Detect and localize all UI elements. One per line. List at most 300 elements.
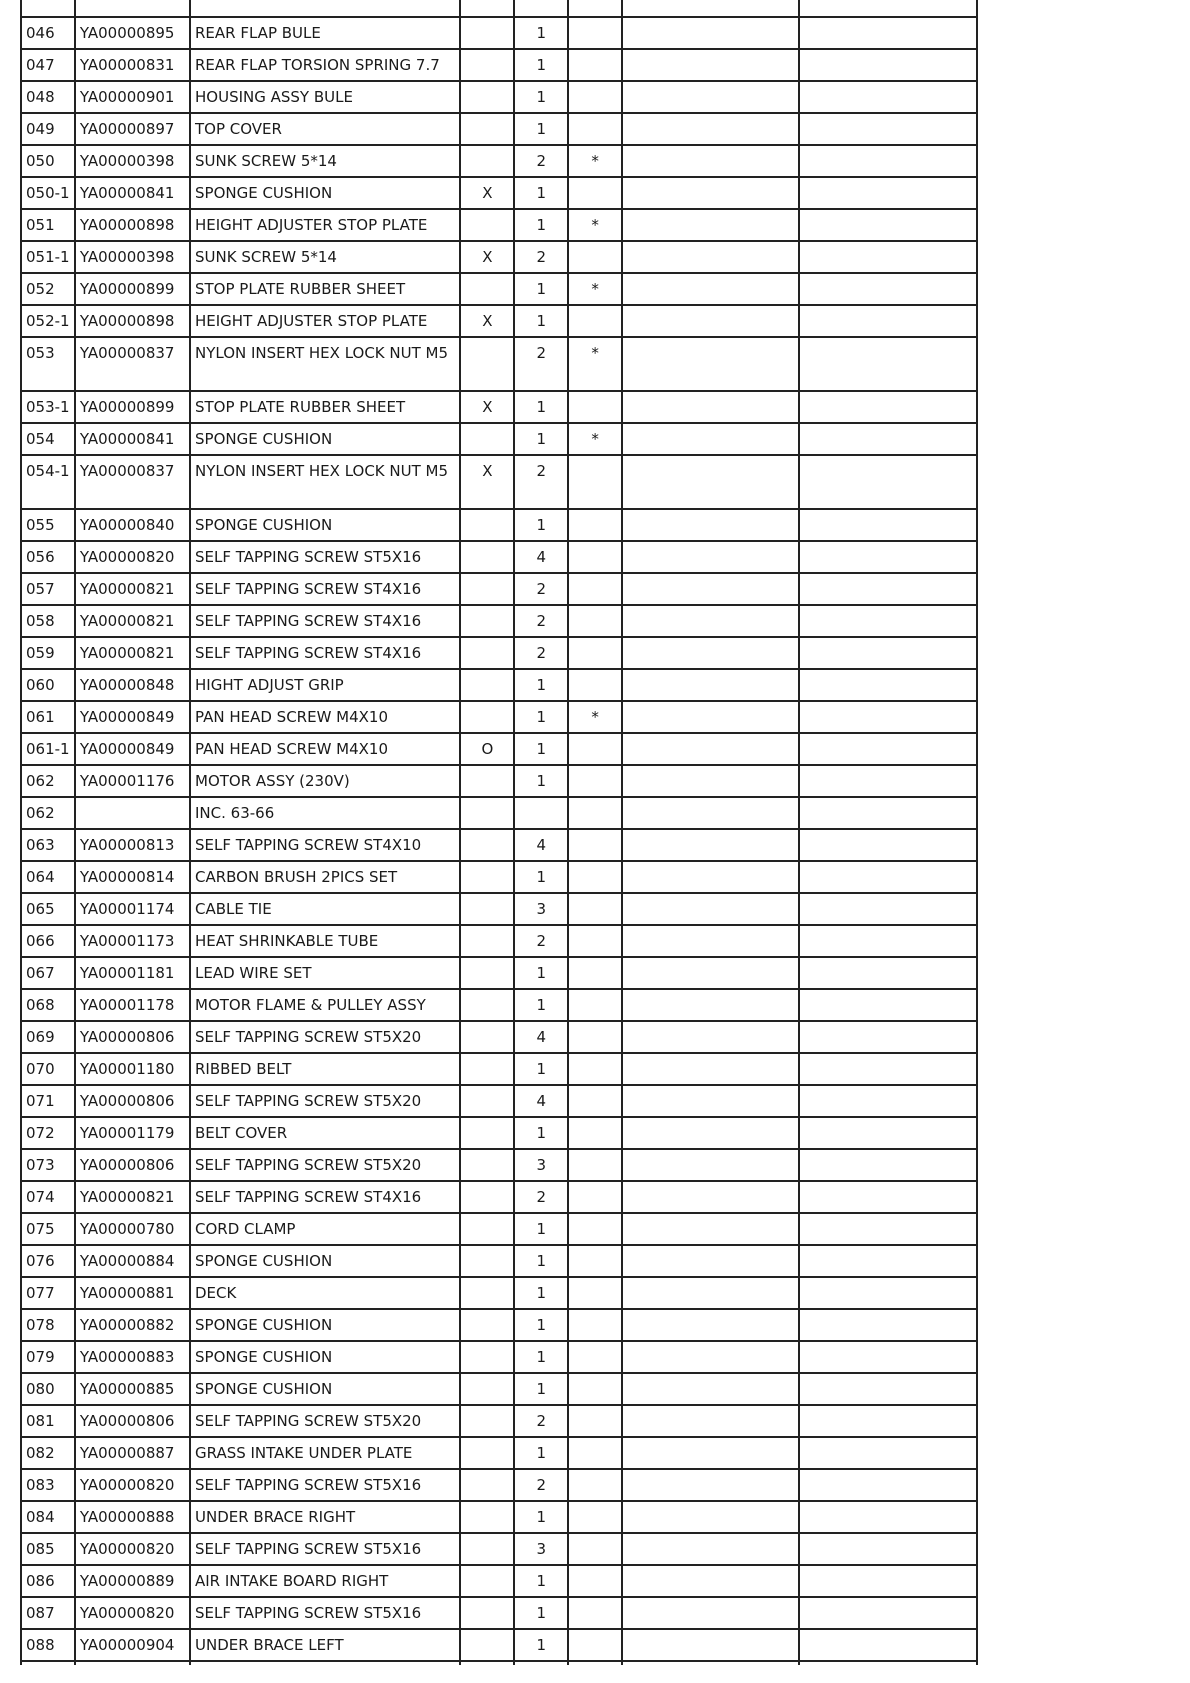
description-cell: SPONGE CUSHION [190, 509, 460, 541]
description-cell: SPONGE CUSHION [190, 1341, 460, 1373]
star-cell [568, 861, 622, 893]
table-row [21, 573, 977, 605]
description-cell: REAR FLAP TORSION SPRING 7.7 [190, 49, 460, 81]
blank-cell [622, 1597, 799, 1629]
quantity-cell: 2 [514, 145, 568, 177]
description-cell: MOTOR ASSY (230V) [190, 765, 460, 797]
mark-cell: X [460, 241, 514, 273]
table-row [21, 925, 977, 957]
part-code-cell: YA00000806 [75, 1405, 190, 1437]
quantity-cell: 2 [514, 1181, 568, 1213]
cell-empty [514, 1661, 568, 1665]
mark-cell [460, 1021, 514, 1053]
star-cell [568, 989, 622, 1021]
quantity-cell: 1 [514, 209, 568, 241]
description-cell: PAN HEAD SCREW M4X10 [190, 733, 460, 765]
blank-cell [622, 113, 799, 145]
blank-cell [799, 81, 977, 113]
table-row [21, 733, 977, 765]
star-cell [568, 1341, 622, 1373]
part-code-cell: YA00000813 [75, 829, 190, 861]
blank-cell [799, 829, 977, 861]
part-code-cell: YA00000849 [75, 701, 190, 733]
description-cell: SELF TAPPING SCREW ST4X16 [190, 573, 460, 605]
part-code-cell: YA00000821 [75, 1181, 190, 1213]
part-code-cell: YA00000821 [75, 605, 190, 637]
part-number-cell: 051 [21, 209, 75, 241]
part-code-cell [75, 797, 190, 829]
mark-cell [460, 1597, 514, 1629]
star-cell [568, 305, 622, 337]
cell-empty [190, 1661, 460, 1665]
part-code-cell: YA00000820 [75, 1469, 190, 1501]
description-cell: SELF TAPPING SCREW ST4X10 [190, 829, 460, 861]
star-cell [568, 893, 622, 925]
description-cell: SELF TAPPING SCREW ST5X16 [190, 541, 460, 573]
quantity-cell: 3 [514, 1149, 568, 1181]
part-number-cell: 055 [21, 509, 75, 541]
star-cell [568, 957, 622, 989]
blank-cell [799, 1533, 977, 1565]
mark-cell [460, 1277, 514, 1309]
blank-cell [622, 701, 799, 733]
blank-cell [622, 81, 799, 113]
star-cell [568, 177, 622, 209]
description-cell: SELF TAPPING SCREW ST5X16 [190, 1533, 460, 1565]
quantity-cell: 1 [514, 701, 568, 733]
quantity-cell [514, 797, 568, 829]
quantity-cell: 4 [514, 829, 568, 861]
description-cell: BELT COVER [190, 1117, 460, 1149]
blank-cell [799, 177, 977, 209]
star-cell [568, 1565, 622, 1597]
mark-cell [460, 1437, 514, 1469]
blank-cell [622, 305, 799, 337]
table-row [21, 1117, 977, 1149]
description-cell: HIGHT ADJUST GRIP [190, 669, 460, 701]
blank-cell [622, 1149, 799, 1181]
description-cell: SELF TAPPING SCREW ST5X20 [190, 1085, 460, 1117]
blank-cell [799, 573, 977, 605]
part-code-cell: YA00000899 [75, 391, 190, 423]
blank-cell [799, 1469, 977, 1501]
quantity-cell: 2 [514, 241, 568, 273]
blank-cell [799, 1437, 977, 1469]
blank-cell [799, 1341, 977, 1373]
description-cell: SPONGE CUSHION [190, 177, 460, 209]
star-cell: * [568, 273, 622, 305]
star-cell: * [568, 423, 622, 455]
blank-cell [622, 797, 799, 829]
mark-cell [460, 797, 514, 829]
description-cell: CABLE TIE [190, 893, 460, 925]
table-row [21, 1309, 977, 1341]
table-row [21, 893, 977, 925]
quantity-cell: 1 [514, 957, 568, 989]
mark-cell [460, 925, 514, 957]
table-row [21, 637, 977, 669]
blank-cell [622, 423, 799, 455]
quantity-cell: 2 [514, 337, 568, 391]
blank-cell [799, 861, 977, 893]
mark-cell [460, 273, 514, 305]
table-row [21, 17, 977, 49]
part-number-cell: 061 [21, 701, 75, 733]
table-row [21, 1501, 977, 1533]
part-code-cell: YA00000837 [75, 337, 190, 391]
table-row [21, 957, 977, 989]
mark-cell [460, 145, 514, 177]
table-row [21, 1245, 977, 1277]
quantity-cell: 1 [514, 861, 568, 893]
blank-cell [622, 733, 799, 765]
quantity-cell: 2 [514, 925, 568, 957]
quantity-cell: 1 [514, 1565, 568, 1597]
quantity-cell: 1 [514, 17, 568, 49]
cell-empty [75, 1661, 190, 1665]
mark-cell [460, 957, 514, 989]
part-code-cell: YA00000820 [75, 541, 190, 573]
table-row [21, 1469, 977, 1501]
description-cell: SPONGE CUSHION [190, 1245, 460, 1277]
part-code-cell: YA00000398 [75, 241, 190, 273]
blank-cell [799, 605, 977, 637]
star-cell [568, 1437, 622, 1469]
part-number-cell: 069 [21, 1021, 75, 1053]
table-row [21, 765, 977, 797]
blank-cell [799, 1181, 977, 1213]
parts-list-sheet [20, 0, 978, 1665]
blank-cell [622, 861, 799, 893]
description-cell: SPONGE CUSHION [190, 1309, 460, 1341]
star-cell [568, 455, 622, 509]
part-number-cell: 085 [21, 1533, 75, 1565]
table-row [21, 81, 977, 113]
star-cell [568, 797, 622, 829]
blank-cell [799, 1117, 977, 1149]
part-number-cell: 054-1 [21, 455, 75, 509]
description-cell: SELF TAPPING SCREW ST4X16 [190, 637, 460, 669]
mark-cell [460, 17, 514, 49]
quantity-cell: 1 [514, 391, 568, 423]
mark-cell [460, 989, 514, 1021]
blank-cell [622, 765, 799, 797]
quantity-cell: 2 [514, 1469, 568, 1501]
blank-cell [622, 337, 799, 391]
part-number-cell: 070 [21, 1053, 75, 1085]
description-cell: GRASS INTAKE UNDER PLATE [190, 1437, 460, 1469]
part-number-cell: 062 [21, 797, 75, 829]
table-row [21, 1373, 977, 1405]
blank-cell [622, 49, 799, 81]
blank-cell [622, 1341, 799, 1373]
part-code-cell: YA00001181 [75, 957, 190, 989]
blank-cell [799, 423, 977, 455]
blank-cell [799, 273, 977, 305]
mark-cell [460, 573, 514, 605]
blank-cell [622, 605, 799, 637]
quantity-cell: 1 [514, 1437, 568, 1469]
mark-cell: X [460, 391, 514, 423]
blank-cell [622, 669, 799, 701]
star-cell [568, 113, 622, 145]
mark-cell [460, 1405, 514, 1437]
part-number-cell: 060 [21, 669, 75, 701]
mark-cell [460, 81, 514, 113]
part-code-cell: YA00001176 [75, 765, 190, 797]
cell-empty [568, 1661, 622, 1665]
blank-cell [622, 989, 799, 1021]
mark-cell [460, 209, 514, 241]
blank-cell [799, 1277, 977, 1309]
table-row [21, 605, 977, 637]
description-cell: SELF TAPPING SCREW ST5X16 [190, 1469, 460, 1501]
blank-cell [799, 925, 977, 957]
part-code-cell: YA00000814 [75, 861, 190, 893]
part-number-cell: 058 [21, 605, 75, 637]
description-cell: STOP PLATE RUBBER SHEET [190, 391, 460, 423]
description-cell: SELF TAPPING SCREW ST5X20 [190, 1405, 460, 1437]
mark-cell [460, 49, 514, 81]
quantity-cell: 2 [514, 455, 568, 509]
description-cell: HOUSING ASSY BULE [190, 81, 460, 113]
quantity-cell: 4 [514, 541, 568, 573]
description-cell: INC. 63-66 [190, 797, 460, 829]
mark-cell [460, 1213, 514, 1245]
mark-cell: X [460, 177, 514, 209]
part-code-cell: YA00000398 [75, 145, 190, 177]
table-row [21, 1021, 977, 1053]
mark-cell [460, 765, 514, 797]
mark-cell [460, 861, 514, 893]
description-cell: MOTOR FLAME & PULLEY ASSY [190, 989, 460, 1021]
blank-cell [622, 1437, 799, 1469]
blank-cell [622, 1117, 799, 1149]
table-row [21, 1149, 977, 1181]
part-number-cell: 054 [21, 423, 75, 455]
table-row [21, 177, 977, 209]
blank-cell [799, 701, 977, 733]
part-code-cell: YA00000780 [75, 1213, 190, 1245]
blank-cell [622, 391, 799, 423]
blank-cell [622, 145, 799, 177]
part-number-cell: 078 [21, 1309, 75, 1341]
table-row [21, 829, 977, 861]
blank-cell [799, 797, 977, 829]
part-number-cell: 065 [21, 893, 75, 925]
part-code-cell: YA00000837 [75, 455, 190, 509]
table-row [21, 1533, 977, 1565]
blank-cell [799, 1149, 977, 1181]
description-cell: SELF TAPPING SCREW ST5X20 [190, 1021, 460, 1053]
part-code-cell: YA00000881 [75, 1277, 190, 1309]
table-row [21, 669, 977, 701]
description-cell: HEIGHT ADJUSTER STOP PLATE [190, 209, 460, 241]
quantity-cell: 2 [514, 573, 568, 605]
part-number-cell: 075 [21, 1213, 75, 1245]
mark-cell [460, 893, 514, 925]
part-number-cell: 052 [21, 273, 75, 305]
quantity-cell: 3 [514, 893, 568, 925]
mark-cell: X [460, 455, 514, 509]
part-number-cell: 082 [21, 1437, 75, 1469]
mark-cell [460, 1309, 514, 1341]
description-cell: REAR FLAP BULE [190, 17, 460, 49]
mark-cell: O [460, 733, 514, 765]
description-cell: CARBON BRUSH 2PICS SET [190, 861, 460, 893]
blank-cell [622, 1213, 799, 1245]
table-row [21, 861, 977, 893]
blank-cell [799, 1373, 977, 1405]
description-cell: SPONGE CUSHION [190, 1373, 460, 1405]
star-cell: * [568, 701, 622, 733]
mark-cell [460, 701, 514, 733]
cell-empty [21, 0, 75, 17]
blank-cell [799, 391, 977, 423]
part-number-cell: 048 [21, 81, 75, 113]
part-number-cell: 061-1 [21, 733, 75, 765]
star-cell [568, 669, 622, 701]
blank-cell [799, 209, 977, 241]
part-number-cell: 049 [21, 113, 75, 145]
cell-empty [568, 0, 622, 17]
star-cell [568, 1117, 622, 1149]
part-code-cell: YA00000820 [75, 1597, 190, 1629]
blank-cell [622, 1501, 799, 1533]
part-code-cell: YA00000897 [75, 113, 190, 145]
star-cell [568, 829, 622, 861]
blank-cell [799, 1597, 977, 1629]
star-cell: * [568, 145, 622, 177]
mark-cell [460, 1373, 514, 1405]
blank-cell [622, 1405, 799, 1437]
blank-cell [622, 17, 799, 49]
description-cell: TOP COVER [190, 113, 460, 145]
star-cell [568, 733, 622, 765]
part-code-cell: YA00001174 [75, 893, 190, 925]
quantity-cell: 1 [514, 1245, 568, 1277]
part-code-cell: YA00000849 [75, 733, 190, 765]
blank-cell [799, 669, 977, 701]
part-number-cell: 050 [21, 145, 75, 177]
blank-cell [622, 1053, 799, 1085]
description-cell: PAN HEAD SCREW M4X10 [190, 701, 460, 733]
table-row [21, 337, 977, 391]
mark-cell [460, 423, 514, 455]
mark-cell [460, 1053, 514, 1085]
quantity-cell: 1 [514, 1501, 568, 1533]
mark-cell [460, 1629, 514, 1661]
description-cell: SUNK SCREW 5*14 [190, 241, 460, 273]
part-number-cell: 072 [21, 1117, 75, 1149]
description-cell: CORD CLAMP [190, 1213, 460, 1245]
part-number-cell: 076 [21, 1245, 75, 1277]
blank-cell [799, 455, 977, 509]
part-number-cell: 046 [21, 17, 75, 49]
description-cell: UNDER BRACE LEFT [190, 1629, 460, 1661]
mark-cell [460, 1245, 514, 1277]
part-code-cell: YA00000882 [75, 1309, 190, 1341]
quantity-cell: 1 [514, 273, 568, 305]
star-cell [568, 1405, 622, 1437]
blank-cell [799, 893, 977, 925]
description-cell: SELF TAPPING SCREW ST5X20 [190, 1149, 460, 1181]
mark-cell [460, 337, 514, 391]
star-cell [568, 1469, 622, 1501]
part-number-cell: 073 [21, 1149, 75, 1181]
blank-cell [799, 989, 977, 1021]
part-code-cell: YA00000806 [75, 1085, 190, 1117]
quantity-cell: 1 [514, 305, 568, 337]
table-row [21, 273, 977, 305]
star-cell [568, 573, 622, 605]
cell-empty [21, 1661, 75, 1665]
star-cell [568, 925, 622, 957]
blank-cell [622, 241, 799, 273]
quantity-cell: 1 [514, 49, 568, 81]
part-number-cell: 057 [21, 573, 75, 605]
part-code-cell: YA00000904 [75, 1629, 190, 1661]
star-cell [568, 1181, 622, 1213]
part-number-cell: 063 [21, 829, 75, 861]
star-cell [568, 637, 622, 669]
star-cell [568, 1053, 622, 1085]
mark-cell [460, 1117, 514, 1149]
blank-cell [799, 1309, 977, 1341]
star-cell [568, 1501, 622, 1533]
mark-cell [460, 669, 514, 701]
blank-cell [799, 957, 977, 989]
table-row [21, 1085, 977, 1117]
mark-cell [460, 637, 514, 669]
cell-empty [460, 0, 514, 17]
mark-cell [460, 1533, 514, 1565]
blank-cell [622, 509, 799, 541]
part-code-cell: YA00000889 [75, 1565, 190, 1597]
mark-cell [460, 1469, 514, 1501]
blank-cell [799, 541, 977, 573]
part-code-cell: YA00001179 [75, 1117, 190, 1149]
blank-cell [799, 1213, 977, 1245]
quantity-cell: 3 [514, 1533, 568, 1565]
quantity-cell: 1 [514, 989, 568, 1021]
mark-cell [460, 829, 514, 861]
description-cell: STOP PLATE RUBBER SHEET [190, 273, 460, 305]
quantity-cell: 1 [514, 113, 568, 145]
description-cell: AIR INTAKE BOARD RIGHT [190, 1565, 460, 1597]
blank-cell [622, 1469, 799, 1501]
blank-cell [622, 1309, 799, 1341]
table-row [21, 1437, 977, 1469]
blank-cell [622, 957, 799, 989]
star-cell [568, 541, 622, 573]
blank-cell [799, 145, 977, 177]
part-number-cell: 088 [21, 1629, 75, 1661]
table-row [21, 391, 977, 423]
parts-table-body [21, 0, 977, 1665]
part-code-cell: YA00000848 [75, 669, 190, 701]
star-cell [568, 1085, 622, 1117]
part-code-cell: YA00000895 [75, 17, 190, 49]
blank-cell [799, 1405, 977, 1437]
table-row [21, 1053, 977, 1085]
quantity-cell: 1 [514, 669, 568, 701]
part-number-cell: 047 [21, 49, 75, 81]
quantity-cell: 2 [514, 637, 568, 669]
part-code-cell: YA00000883 [75, 1341, 190, 1373]
quantity-cell: 1 [514, 509, 568, 541]
star-cell [568, 1021, 622, 1053]
